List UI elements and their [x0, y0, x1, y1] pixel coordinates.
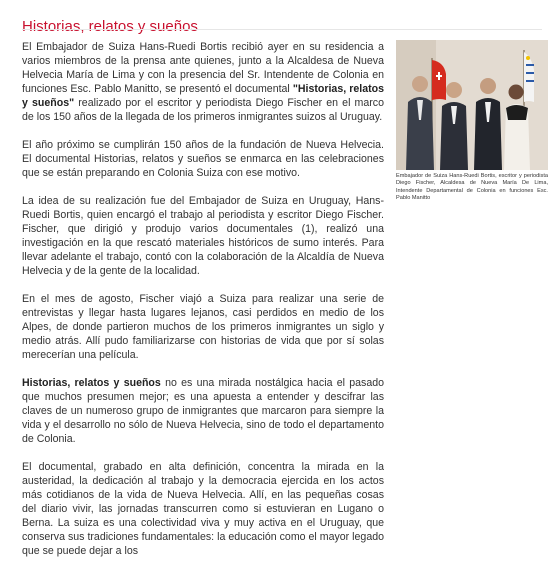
text-run: El documental, grabado en alta definición, concentra la mirada en la austeridad, la dedicación al trabajo y la democracia ejercida en los actos más cotidianos de la vida de Nueva Helvecia. Allí, en las pequeñas cosas del diario vivir, las jornadas transcurren como si estuvieran en Lugano o Berna. La suiza es una colectividad viva y muy activa en el Uruguay, que conserva sus tradiciones fundamentales: la educación como el mayor legado que se puede dejar a los [22, 461, 384, 557]
article-paragraph [22, 138, 384, 180]
page-title: Historias, relatos y sueños [22, 18, 198, 36]
article-figure [396, 40, 548, 203]
article-paragraph [22, 460, 384, 558]
article-body [22, 40, 384, 572]
article-paragraph [22, 376, 384, 446]
photo-caption: Embajador de Suiza Hans-Ruedi Bortis, escritor y periodista Diego Fischer, Alcaldesa de Nueva María De Lima, Intendente Departamental de Colonia en funciones Esc. Pablo Manitto [396, 173, 548, 202]
bold-run: Historias, relatos y sueños [22, 377, 161, 389]
bold-run: "Historias, relatos y sueños" [22, 83, 384, 109]
text-run: En el mes de agosto, Fischer viajó a Suiza para realizar una serie de entrevistas y llegar hasta lugares lejanos, casi perdidos en medio de los Alpes, de donde partieron muchos de los primeros inmigrantes un siglo y medio atrás. Allí pudo familiarizarse con historias de vida que por sí solas merecerían una película. [22, 293, 384, 361]
article-paragraph [22, 292, 384, 362]
text-run: El Embajador de Suiza Hans-Ruedi Bortis recibió ayer en su residencia a varios miembros de la prensa ante quienes, junto a la Alcaldesa de Nueva Helvecia María de Lima y con la presencia del Sr. Intendente de Colonia en funciones Esc. Pablo Manitto, se presentó el documental [22, 41, 384, 95]
article-paragraph [22, 194, 384, 278]
text-run: El año próximo se cumplirán 150 años de la fundación de Nueva Helvecia. El documental Historias, relatos y sueños se enmarca en las celebraciones que se están preparando en Colonia Suiza con ese motivo. [22, 139, 384, 179]
text-run: no es una mirada nostálgica hacia el pasado que muchos presumen mejor; es una apuesta a entender y descifrar las claves de un numeroso grupo de inmigrantes que marcaron para siempre la vida y el desarrollo no sólo de Nueva Helvecia, sino de todo el departamento de Colonia. [22, 377, 385, 445]
text-run: La idea de su realización fue del Embajador de Suiza en Uruguay, Hans-Ruedi Bortis, quien encargó el trabajo al periodista y escritor Diego Fischer. Fischer, que dirigió y produjo varios documentales (1), realizó una investigación en la que rescató materiales históricos de sumo interés. Para llevar adelante el trabajo, contó con la colaboración de la Alcaldía de Nueva Helvecia y de la gente de la localidad. [22, 195, 384, 277]
title-divider [22, 29, 542, 30]
group-photo [396, 40, 548, 170]
text-run: realizado por el escritor y periodista Diego Fischer en el marco de los 150 años de la llegada de los primeros inmigrantes suizos al Uruguay. [22, 97, 384, 123]
article-paragraph [22, 40, 384, 124]
group-photo-illustration [396, 40, 548, 170]
